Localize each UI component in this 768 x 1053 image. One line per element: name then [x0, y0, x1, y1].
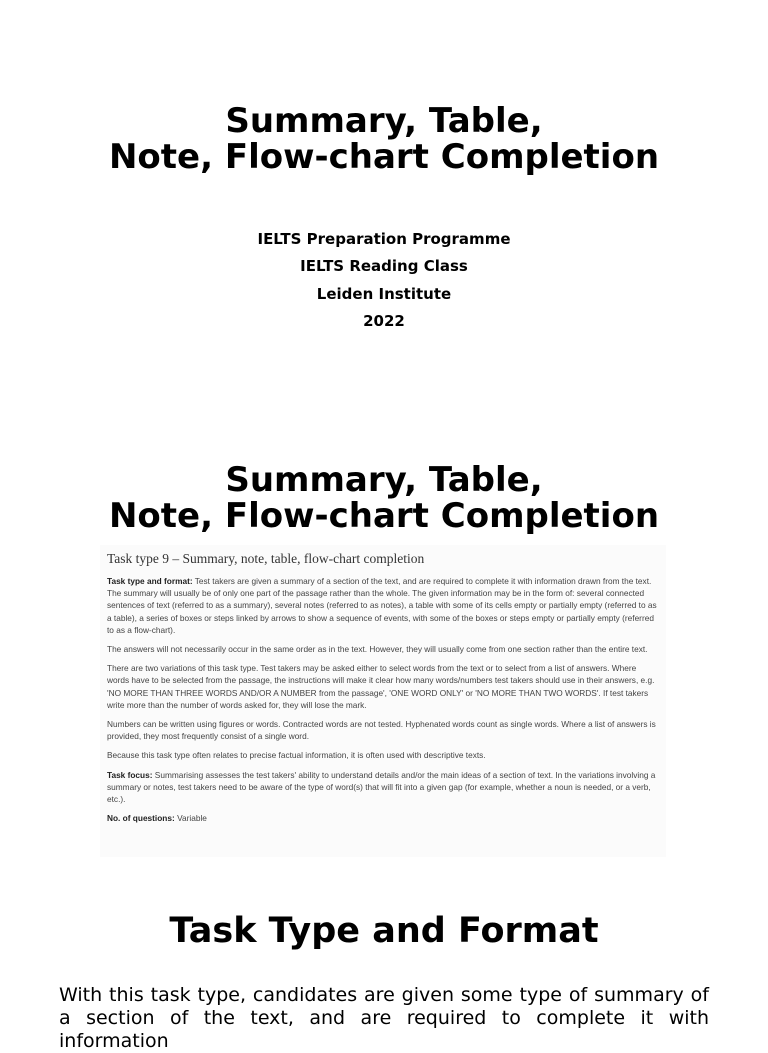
task-focus-label: Task focus:	[107, 769, 153, 780]
task-card-paragraph	[107, 769, 658, 806]
task-card-paragraph: The answers will not necessarily occur in the same order as in the text. However, they will usually come from one section rather than the entire text.	[107, 644, 648, 655]
slide-title	[0, 462, 768, 534]
task-card-heading: Task type 9 – Summary, note, table, flow-chart completion	[107, 551, 425, 566]
programme-name: IELTS Preparation Programme	[257, 230, 511, 248]
task-description-image	[100, 545, 666, 857]
institute-name: Leiden Institute	[316, 284, 452, 303]
slide-title-line-1: Summary, Table,	[225, 460, 543, 500]
slide-title-line-2: Note, Flow-chart Completion	[108, 496, 660, 536]
slide-meta	[0, 228, 768, 337]
task-card-paragraph: There are two variations of this task type. Test takers may be asked either to select words from the text or to select from a list of answers. Where words have to be selected from the passage, the instructions will make it clear how many words/numbers test takers should use in their answers, e.g. 'NO MORE THAN THREE WORDS AND/OR A NUMBER from the passage', 'ONE WORD ONLY' or 'NO MORE THAN TWO WORDS'. If test takers write more than the number of words asked for, they will lose the mark.	[107, 663, 655, 710]
task-card-paragraph: Numbers can be written using figures or words. Contracted words are not tested. Hyphenated words count as single words. Where a list of answers is provided, they most frequently consist of a single word.	[107, 719, 656, 742]
task-card-paragraph: Because this task type often relates to precise factual information, it is often used with descriptive texts.	[107, 750, 486, 761]
question-count-label: No. of questions:	[107, 813, 175, 824]
task-format-text: Test takers are given a summary of a section of the text, and are required to complete it with information drawn from the text. The summary will usually be of only one part of the passage rather than the whole. The given information may be in the form of: several connected sentences of text (referred to as a summary), several notes (referred to as notes), a table with some of its cells empty or partially empty (referred to as a table), a series of boxes or steps linked by arrows to show a sequence of events, with some of the boxes or steps empty or partially empty (referred to as a flow-chart).	[107, 576, 657, 635]
task-card-paragraph	[107, 575, 658, 636]
task-focus-text: Summarising assesses the test takers' ability to understand details and/or the main ideas of a section of text. In the variations involving a summary or notes, test takers need to be aware of the type of word(s) that will fit into a given gap (for example, whether a noun is needed, or a verb, etc.).	[107, 769, 656, 805]
question-count-value: Variable	[174, 813, 207, 824]
task-card-paragraph	[107, 812, 658, 824]
year: 2022	[363, 311, 405, 330]
class-name: IELTS Reading Class	[300, 257, 468, 276]
slide-title-line-1: Summary, Table,	[225, 101, 543, 141]
slide-title-line-2: Note, Flow-chart Completion	[108, 137, 660, 177]
section-heading: Task Type and Format	[169, 911, 599, 951]
slide-title	[0, 103, 768, 175]
task-format-label: Task type and format:	[107, 576, 193, 586]
body-paragraph: With this task type, candidates are given some type of summary of a section of the text, and are required to complete it with information	[59, 984, 709, 1052]
